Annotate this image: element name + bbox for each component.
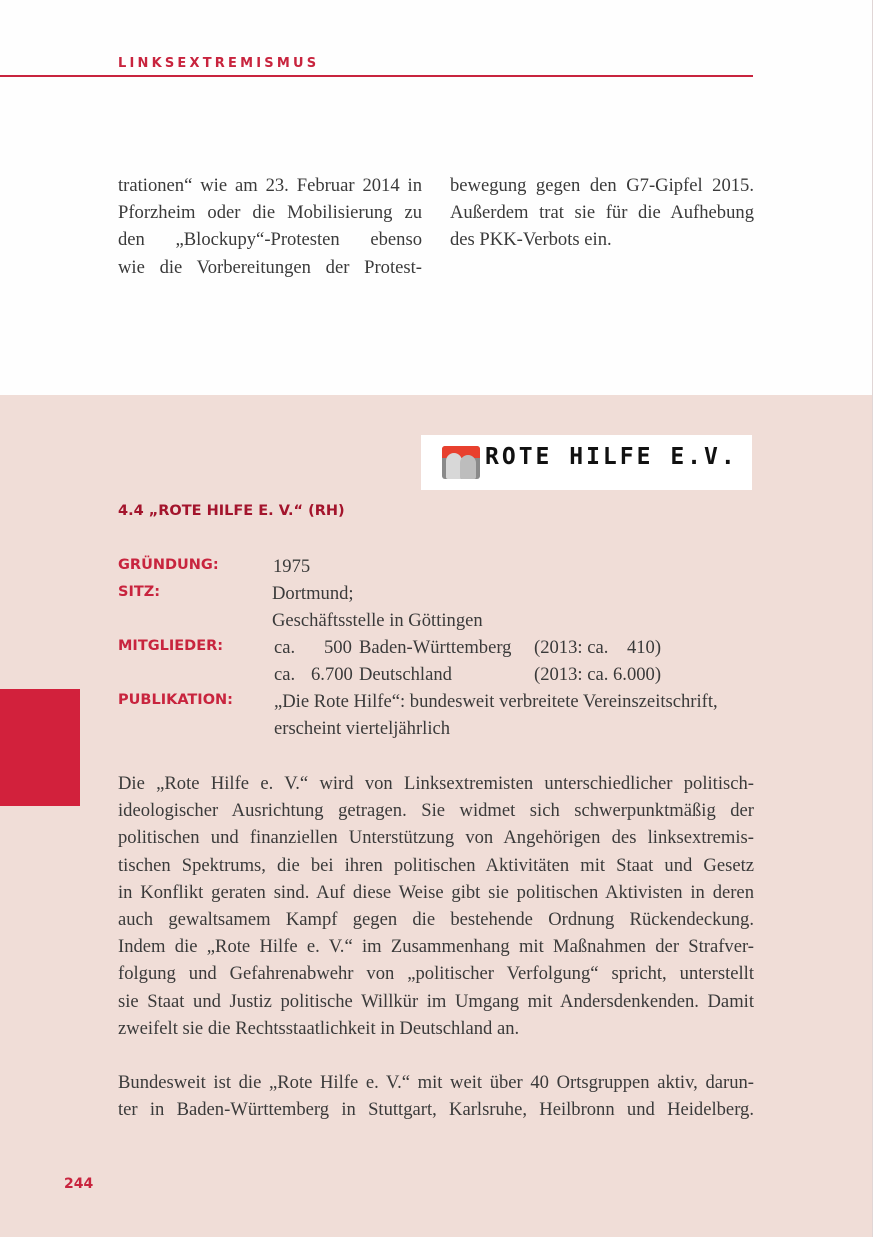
text-line: ter in Baden-Württemberg in Stuttgart, Karlsruhe, Heilbronn und Heidelberg. [118,1099,754,1121]
rote-hilfe-logo-icon [442,446,480,479]
text-line: bewegung gegen den G7-Gipfel 2015. [450,175,754,196]
running-header: LINKSEXTREMISMUS [118,56,320,71]
chapter-side-tab [0,689,80,806]
text-line: Pforzheim oder die Mobilisierung zu [118,202,422,224]
fact-publication [118,688,758,715]
fact-value: erscheint vierteljährlich [274,718,451,739]
organization-logo [421,435,752,490]
text-column-right [450,172,754,281]
fact-sheet [118,553,758,742]
text-line: Indem die „Rote Hilfe e. V.“ im Zusammenhang mit Maßnahmen der Strafver- [118,936,754,958]
text-line: wie die Vorbereitungen der Protest- [118,256,422,278]
text-line: folgung und Gefahrenabwehr von „politischer Verfolgung“ spricht, unterstellt [118,963,754,985]
member-previous: (2013: ca. 410) [534,637,662,658]
fact-label: GRÜNDUNG: [118,557,219,573]
fact-value: Geschäftsstelle in Göttingen [272,610,483,631]
text-line: Die „Rote Hilfe e. V.“ wird von Linksextremisten unterschiedlicher politisch- [118,773,754,794]
member-region: Deutschland [359,664,452,685]
text-line: ideologischer Ausrichtung getragen. Sie widmet sich schwerpunktmäßig der [118,800,754,822]
paragraph-local-groups [118,1069,754,1123]
fact-seat [118,580,758,607]
fact-members [118,634,758,661]
member-prefix: ca. [274,637,296,658]
fact-publication-continued [118,715,758,742]
text-line: den „Blockupy“-Protesten ebenso [118,229,422,251]
fact-founding [118,553,758,580]
section-heading: 4.4 „ROTE HILFE E. V.“ (RH) [118,503,345,519]
member-previous: (2013: ca. 6.000) [534,664,662,685]
page-number: 244 [64,1176,94,1192]
continued-text-columns [118,172,754,281]
member-prefix: ca. [274,664,296,685]
member-number: 6.700 [311,664,353,685]
text-line: Außerdem trat sie für die Aufhebung [450,202,754,224]
member-region: Baden-Württemberg [359,637,512,658]
text-line: sie Staat und Justiz politische Willkür im Umgang mit Andersdenkenden. Damit [118,990,754,1012]
text-line: tischen Spektrums, die bei ihren politischen Aktivitäten mit Staat und Gesetz [118,854,754,876]
text-line: in Konflikt geraten sind. Auf diese Weise gibt sie politischen Aktivisten in deren [118,881,754,903]
fact-value: 1975 [273,556,311,577]
fact-members-continued [118,661,758,688]
logo-text: ROTE HILFE E.V. [485,444,738,470]
fact-label: SITZ: [118,584,161,600]
fact-value: „Die Rote Hilfe“: bundesweit verbreitete Vereinszeitschrift, [274,691,718,712]
paragraph-description [118,770,754,1042]
text-line: trationen“ wie am 23. Februar 2014 in [118,175,422,196]
text-line: auch gewaltsamem Kampf gegen die bestehende Ordnung Rückendeckung. [118,909,754,931]
member-number: 500 [324,637,352,658]
text-line: zweifelt sie die Rechtsstaatlichkeit in Deutschland an. [118,1017,520,1039]
text-column-left [118,172,422,281]
fact-label: PUBLIKATION: [118,692,233,708]
text-line: Bundesweit ist die „Rote Hilfe e. V.“ mit weit über 40 Ortsgruppen aktiv, darun- [118,1072,754,1093]
fact-value: Dortmund; [272,583,354,604]
text-line: des PKK-Verbots ein. [450,229,612,251]
text-line: politischen und finanziellen Unterstützung von Angehörigen des linksextremis- [118,827,754,849]
fact-label: MITGLIEDER: [118,638,224,654]
fact-seat-continued [118,607,758,634]
header-rule [0,75,753,77]
